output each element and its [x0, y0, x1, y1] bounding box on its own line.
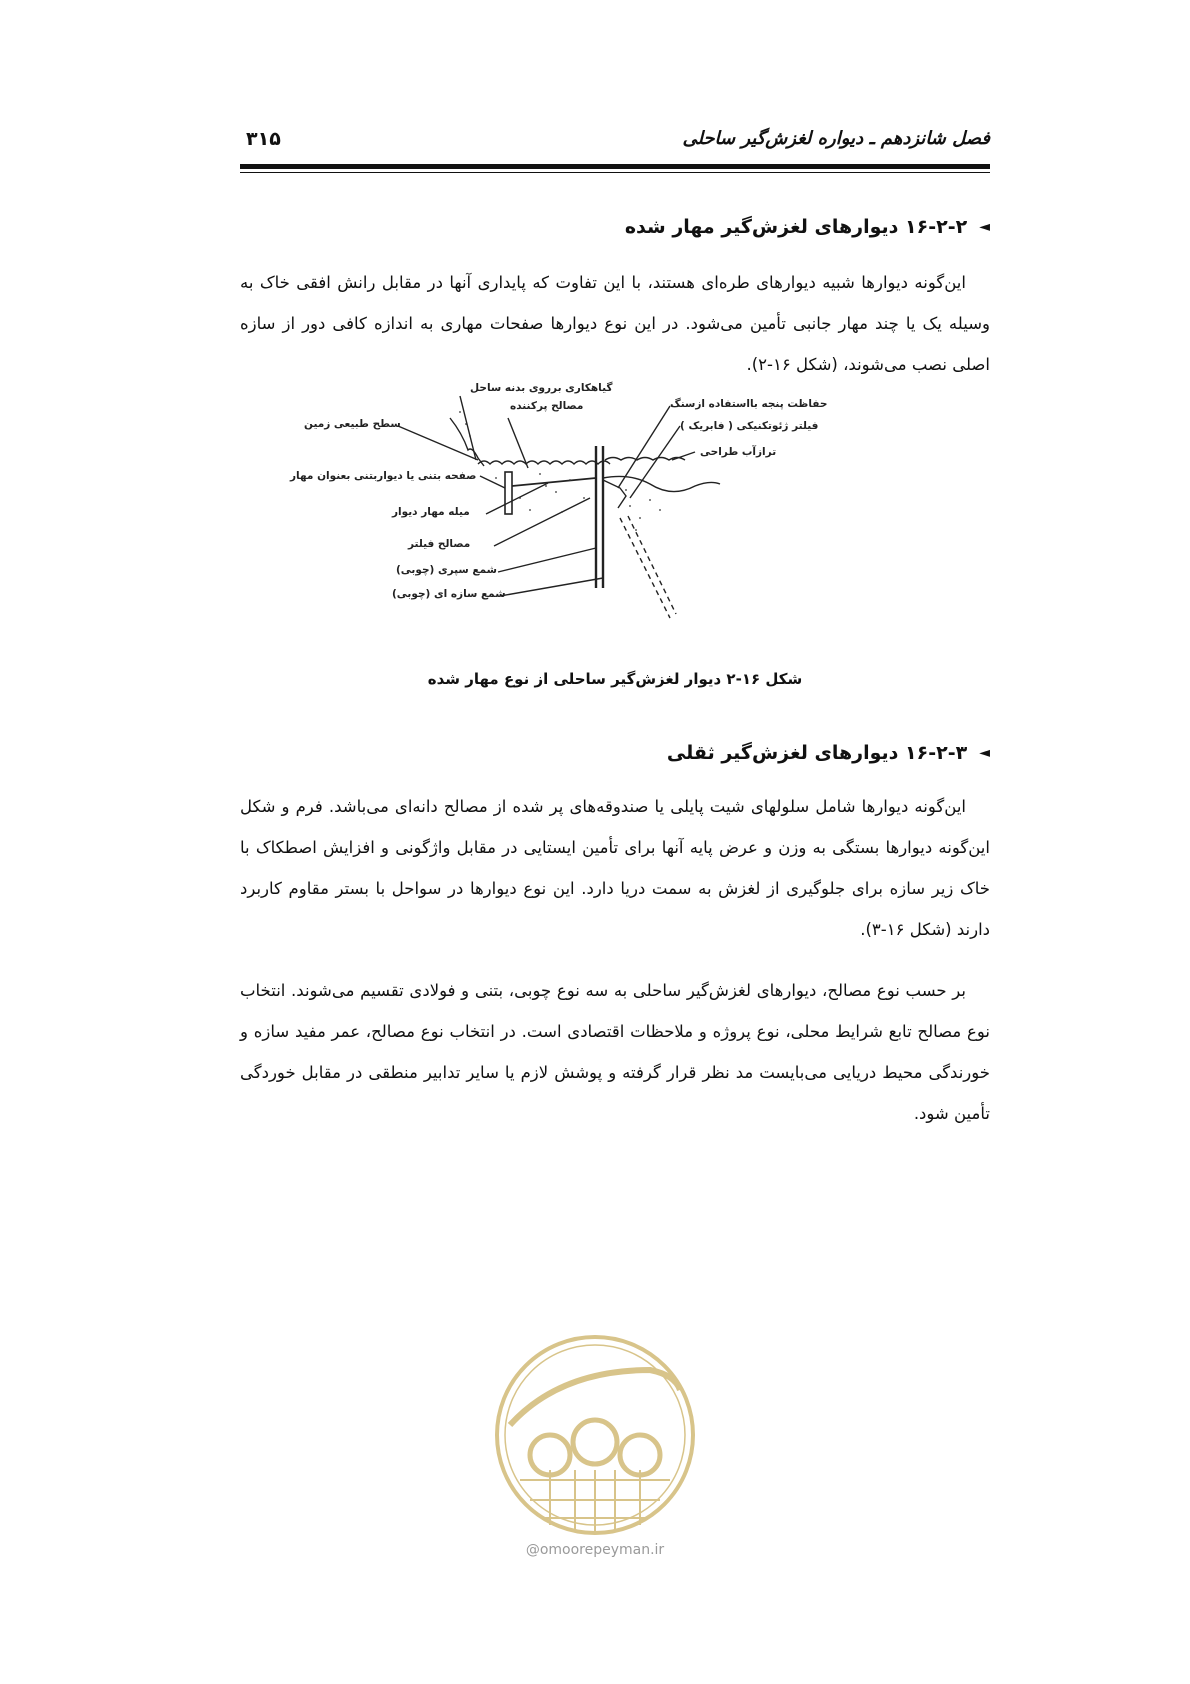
watermark-seal	[490, 1330, 700, 1540]
leader-toe	[618, 406, 670, 488]
riprap-line	[478, 461, 610, 464]
label-sheet-pile: شمع سپری (چوبی)	[396, 564, 497, 576]
watermark-logo	[490, 1330, 700, 1540]
tie-rod	[512, 478, 596, 486]
paragraph-materials: بر حسب نوع مصالح، دیوارهای لغزش‌گیر ساحلی به سه نوع چوبی، بتنی و فولادی تقسیم می‌شوند. انتخاب نوع مصالح تابع شرایط محلی، نوع پروژه و ملاحظات اقتصادی است. در انتخاب نوع مصالح، عمر مفید سازه و خورندگی محیط دریایی می‌بایست مد نظر قرار گرفته و پوشش لازم یا سایر تدابیر منطقی در مقابل خوردگی تأمین شود.	[240, 981, 990, 1123]
page-header	[240, 122, 990, 178]
header-rule-thin	[240, 172, 990, 173]
label-geotextile: فیلتر ژئوتکنیکی ( فابریک )	[680, 420, 819, 432]
label-anchor-plate: صفحه بتنی یا دیواربتنی بعنوان مهار	[290, 470, 477, 482]
section-heading-text: ۱۶-۲-۳ دیوارهای لغزش‌گیر ثقلی	[666, 742, 968, 764]
bullet-icon: ◄	[979, 745, 990, 761]
label-natural-ground: سطح طبیعی زمین	[304, 418, 401, 430]
label-structural-pile: شمع سازه ای (چوبی)	[392, 588, 506, 600]
label-vegetation: گیاهکاری برروی بدنه ساحل	[470, 382, 613, 394]
leader-sheet-pile	[498, 548, 596, 572]
leader-anchor-plate	[480, 476, 505, 488]
leader-structural-pile	[500, 578, 603, 596]
page-number: ۳۱۵	[246, 128, 281, 150]
chapter-title: فصل شانزدهم ـ دیواره لغزش‌گیر ساحلی	[682, 128, 990, 149]
toe-protection	[603, 480, 626, 508]
header-rule-thick	[240, 164, 990, 169]
label-fill-material: مصالح پرکننده	[510, 400, 584, 412]
section-heading-text: ۱۶-۲-۲ دیوارهای لغزش‌گیر مهار شده	[624, 216, 968, 238]
pile-dashed-2	[628, 516, 676, 614]
watermark-website: @omoorepeyman.ir	[525, 1542, 665, 1558]
paragraph-anchored-walls: این‌گونه دیوارها شبیه دیوارهای طره‌ای هستند، با این تفاوت که پایداری آنها در مقابل رانش افقی خاک به وسیله یک یا چند مهار جانبی تأمین می‌شود. در این نوع دیوارها صفحات مهاری به اندازه کافی دور از سازه اصلی نصب می‌شوند، (شکل ۱۶-۲).	[240, 273, 990, 374]
label-tie-rod: میله مهار دیوار	[392, 506, 470, 518]
label-toe-protection: حفاظت پنجه بااستفاده ازسنگ	[670, 398, 828, 410]
figure-caption: شکل ۱۶-۲ دیوار لغزش‌گیر ساحلی از نوع مهار شده	[427, 670, 803, 688]
paragraph-gravity-walls: این‌گونه دیوارها شامل سلولهای شیت پایلی یا صندوقه‌های پر شده از مصالح دانه‌ای می‌باشد. فرم و شکل این‌گونه دیوارها بستگی به وزن و عرض پایه آنها برای تأمین ایستایی در مقابل واژگونی و افزایش اصطکاک با خاک زیر سازه برای جلوگیری از لغزش به سمت دریا دارد. این نوع دیوارها در سواحل با بستر مقاوم کاربرد دارند (شکل ۱۶-۳).	[240, 797, 990, 939]
pile-dashed	[620, 518, 670, 618]
anchor-plate	[505, 472, 512, 514]
leader-fill	[508, 418, 528, 468]
section-heading-gravity-walls	[667, 742, 990, 764]
figure-anchored-seawall	[290, 382, 828, 656]
leader-tie-rod	[486, 483, 548, 514]
bullet-icon: ◄	[979, 219, 990, 235]
label-filter-material: مصالح فیلتر	[408, 538, 471, 550]
label-design-water-level: ترازآب طراحی	[700, 446, 777, 458]
section-heading-anchored-walls	[625, 216, 990, 238]
